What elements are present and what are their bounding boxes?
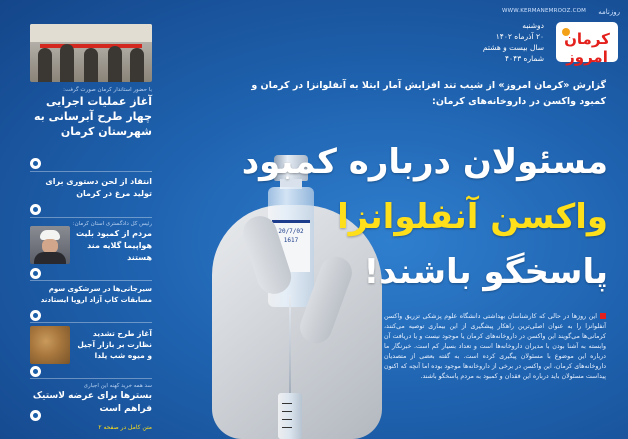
cleric-photo bbox=[30, 226, 70, 264]
story-title: آغاز طرح تشدید نظارت بر بازار آجیل و میوه شب یلدا bbox=[77, 329, 152, 360]
sidebar-story-6[interactable] bbox=[30, 382, 152, 416]
issue-year: سال بیست و هشتم bbox=[482, 43, 544, 52]
story-title: سیرجانی‌ها در سرشکوی سوم مسابقات کاپ آزاد اروپا ایستادند bbox=[40, 285, 152, 304]
sidebar-story-1[interactable] bbox=[30, 86, 152, 139]
sidebar-story-3[interactable] bbox=[72, 220, 152, 264]
ceremony-photo bbox=[30, 24, 152, 82]
masthead bbox=[442, 8, 622, 70]
story-marker-icon bbox=[30, 310, 41, 321]
story-kicker: با حضور استاندار کرمان صورت گرفت: bbox=[63, 87, 152, 93]
headline-line-3: پاسخگو باشند! bbox=[363, 252, 608, 292]
lead-paragraph: گزارش «کرمان امروز» از شیب تند افزایش آمار ابتلا به آنفلوانزا در کرمان و کمبود واکسن در داروخانه‌های کرمان: bbox=[251, 80, 606, 107]
story-title: آغاز عملیات اجرایی چهار طرح آبرسانی به شهرستان کرمان bbox=[33, 95, 152, 138]
article-marker-icon bbox=[600, 313, 606, 319]
divider bbox=[30, 322, 152, 323]
story-title: انتقاد از لحن دستوری برای تولید مرغ در کرمان bbox=[45, 177, 152, 198]
syringe-barrel bbox=[278, 393, 302, 439]
story-title: بسترها برای عرضه لاستیک فراهم است bbox=[32, 391, 152, 414]
newspaper-logo bbox=[556, 22, 618, 66]
divider bbox=[30, 171, 152, 172]
nuts-photo bbox=[30, 326, 70, 364]
story-marker-icon bbox=[30, 268, 41, 279]
story-marker-icon bbox=[30, 366, 41, 377]
sidebar-story-2[interactable] bbox=[30, 176, 152, 200]
story-marker-icon bbox=[30, 410, 41, 421]
logo-text: کرمان امروز bbox=[564, 30, 610, 66]
paper-type: روزنامه bbox=[598, 8, 620, 16]
headline-line-1: مسئولان درباره کمبود bbox=[241, 142, 608, 182]
story-kicker: رئیس کل دادگستری استان کرمان: bbox=[72, 221, 152, 227]
divider bbox=[30, 280, 152, 281]
issue-date: ۲۰ آذرماه ۱۴۰۲ bbox=[495, 32, 544, 41]
article-body-text: این روزها در حالی که کارشناسان بهداشتی دانشگاه علوم پزشکی تزریق واکسن آنفلوانزا را به عنوان اصلی‌ترین راهکار پیشگیری از این بیماری توصیه می‌کنند، کرمانی‌ها می‌گویند این واکسن در داروخانه‌های کرمان یا موجود نیست و یا دریافت آن وابسته به آشنا بودن با مدیران داروخانه‌ها است و تعداد بسیار کم است. خبرنگار ما درباره این موضوع با مسئولان پیگیری کرده است. به گفته بعضی از متصدیان داروخانه‌های کرمان، این واکسن در برخی از داروخانه‌ها موجود بوده اما آنچه که اکنون پیداست مسئولان باید درباره این فقدان و کمبود به مردم پاسخگو باشند. bbox=[384, 313, 606, 380]
story-title: مردم از کمبود بلیت هواپیما گلایه مند هستند bbox=[75, 229, 152, 262]
story-marker-icon bbox=[30, 204, 41, 215]
article-body bbox=[384, 312, 606, 382]
sidebar-news bbox=[30, 8, 152, 438]
syringe-needle bbox=[289, 295, 291, 405]
story-kicker: سد همه خرید کهنه این اجباری bbox=[83, 383, 152, 389]
website-url: WWW.KERMANEMROOZ.COM bbox=[502, 8, 587, 14]
divider bbox=[30, 378, 152, 379]
sidebar-story-5[interactable] bbox=[72, 328, 152, 361]
vial-label-text: 20/7/02 1617 bbox=[278, 228, 304, 244]
sidebar-story-4[interactable] bbox=[30, 284, 152, 306]
issue-number: شماره ۴۰۴۳ bbox=[505, 54, 544, 63]
issue-info bbox=[483, 20, 544, 64]
story-marker-icon bbox=[30, 158, 41, 169]
headline-line-2: واکسن آنفلوانزا bbox=[337, 197, 608, 237]
divider bbox=[30, 217, 152, 218]
continued-link[interactable]: متن کامل در صفحه ۲ bbox=[98, 424, 152, 431]
issue-day: دوشنبه bbox=[522, 21, 544, 30]
